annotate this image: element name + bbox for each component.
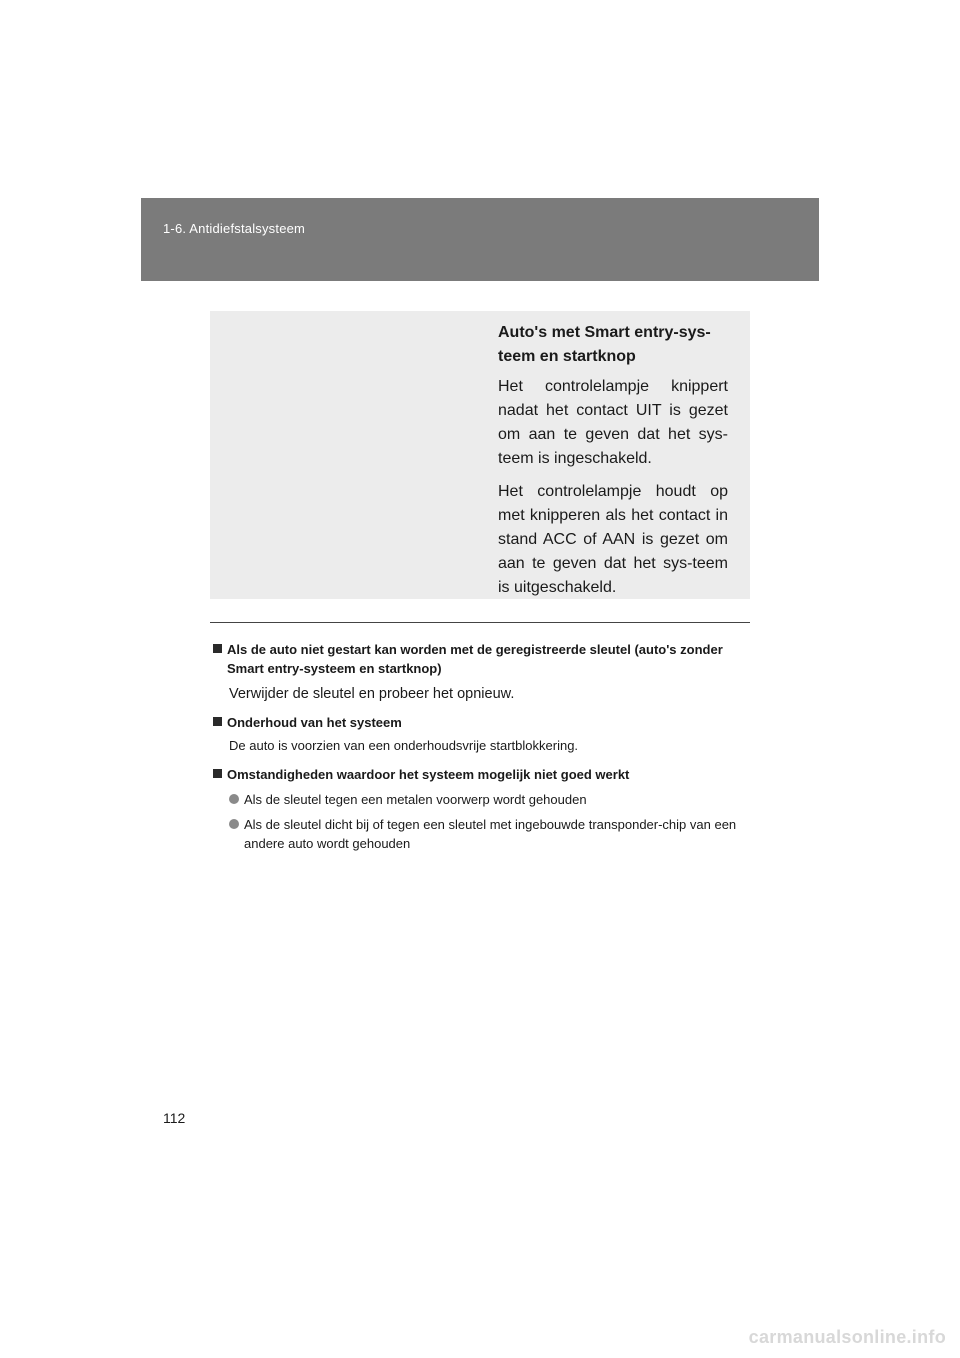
circle-bullet-icon [229, 819, 239, 829]
notes-section [213, 640, 753, 853]
note-heading [213, 640, 753, 678]
square-bullet-icon [213, 769, 222, 778]
info-panel-paragraph: Het controlelampje houdt op met knipperen als het contact in stand ACC of AAN is gezet om aan te geven dat het sys-teem is uitgeschakeld. [498, 483, 728, 596]
section-header-band [141, 198, 819, 281]
note-body: De auto is voorzien van een onderhoudsvrije startblokkering. [229, 738, 579, 753]
note-body: Verwijder de sleutel en probeer het opnieuw. [229, 686, 515, 702]
circle-bullet-icon [229, 794, 239, 804]
list-item [229, 790, 753, 809]
section-title: 1-6. Antidiefstalsysteem [163, 221, 306, 236]
note-heading [213, 765, 753, 784]
note-heading-text: Onderhoud van het systeem [227, 715, 402, 730]
section-divider [210, 622, 750, 623]
watermark: carmanualsonline.info [748, 1327, 946, 1347]
page-number: 112 [163, 1110, 186, 1126]
square-bullet-icon [213, 717, 222, 726]
info-panel-heading: Auto's met Smart entry-sys-teem en startknop [498, 324, 711, 365]
note-heading [213, 713, 753, 732]
info-panel-paragraph: Het controlelampje knippert nadat het contact UIT is gezet om aan te geven dat het sys-teem is ingeschakeld. [498, 378, 728, 467]
info-panel-text [498, 321, 728, 609]
note-heading-text: Als de auto niet gestart kan worden met de geregistreerde sleutel (auto's zonder Smart entry-systeem en startknop) [227, 642, 723, 676]
info-panel [210, 311, 750, 599]
list-item [229, 815, 753, 853]
note-heading-text: Omstandigheden waardoor het systeem mogelijk niet goed werkt [227, 767, 630, 782]
square-bullet-icon [213, 644, 222, 653]
list-item-text: Als de sleutel dicht bij of tegen een sleutel met ingebouwde transponder-chip van een andere auto wordt gehouden [244, 817, 737, 851]
list-item-text: Als de sleutel tegen een metalen voorwerp wordt gehouden [244, 792, 587, 807]
